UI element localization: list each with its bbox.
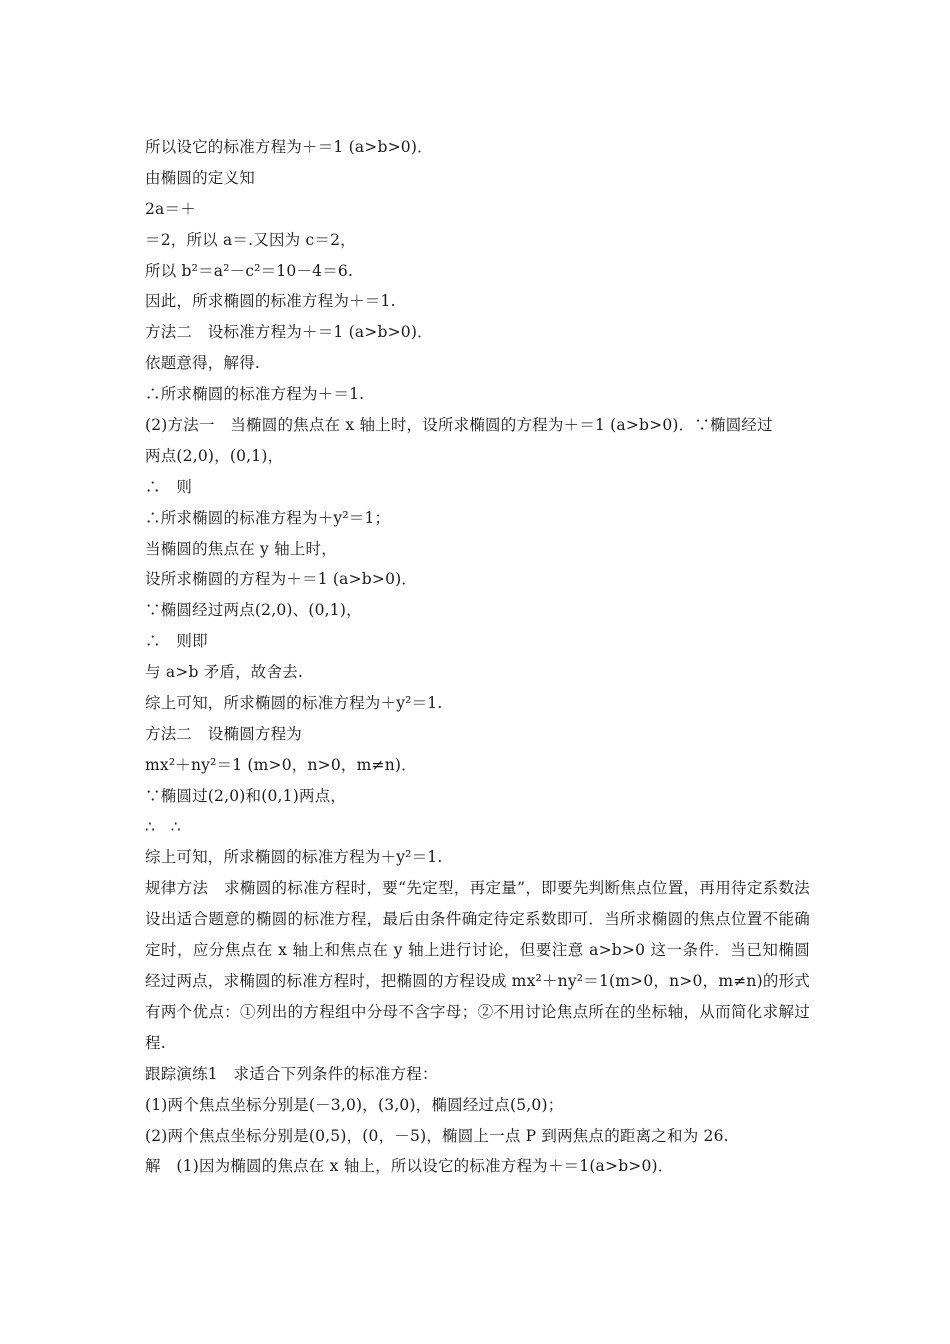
solution-line: 解 (1)因为椭圆的焦点在 x 轴上，所以设它的标准方程为＋＝1(a>b>0)． [145,1157,674,1176]
text-line: ∴ ∴ [145,817,181,836]
document-page [145,132,810,1182]
exercise-item: (1)两个焦点坐标分别是(－3,0)，(3,0)，椭圆经过点(5,0)； [145,1095,564,1114]
exercise-item: (2)两个焦点坐标分别是(0,5)，(0，－5)，椭圆上一点 P 到两焦点的距离之和为 26. [145,1126,729,1145]
text-line: 所以设它的标准方程为＋＝1 (a>b>0)． [145,138,433,156]
method-summary-paragraph: 规律方法 求椭圆的标准方程时，要“先定型，再定量”，即要先判断焦点位置，再用待定系数法设出适合题意的椭圆的标准方程，最后由条件确定待定系数即可．当所求椭圆的焦点位置不能确定时，应分焦点在 x 轴上和焦点在 y 轴上进行讨论，但要注意 a>b>0 这一条件．当已知椭圆经过两点，求椭圆的标准方程时，把椭圆的方程设成 mx²＋ny²＝1(m>0，n>0，m≠n)的形式有两个优点：①列出的方程组中分母不含字母；②不用讨论焦点所在的坐标轴，从而简化求解过程. [145,879,810,1052]
text-line: (2)方法一 当椭圆的焦点在 x 轴上时，设所求椭圆的方程为＋＝1 (a>b>0)．∵椭圆经过 [145,416,773,435]
text-line: ∵椭圆经过两点(2,0)、(0,1)， [145,601,362,620]
text-line: 综上可知，所求椭圆的标准方程为＋y²＝1. [145,694,443,713]
text-line: ∴ 则即 [145,632,208,651]
text-line: 综上可知，所求椭圆的标准方程为＋y²＝1. [145,848,443,867]
text-line: 与 a>b 矛盾，故舍去. [145,663,304,682]
text-line: 因此，所求椭圆的标准方程为＋＝1. [145,292,396,311]
text-line: 当椭圆的焦点在 y 轴上时， [145,539,337,558]
text-line: ∴所求椭圆的标准方程为＋＝1. [145,385,365,404]
text-line: ∴所求椭圆的标准方程为＋y²＝1； [145,508,391,527]
text-line: ∵椭圆过(2,0)和(0,1)两点， [145,786,347,805]
text-line: 方法二 设椭圆方程为 [145,724,303,743]
text-line: mx²＋ny²＝1 (m>0，n>0，m≠n)． [145,755,417,774]
text-line: 方法二 设标准方程为＋＝1 (a>b>0)． [145,323,433,342]
text-line: 设所求椭圆的方程为＋＝1 (a>b>0)． [145,570,418,589]
exercise-heading: 跟踪演练1 求适合下列条件的标准方程： [145,1064,438,1083]
text-line: 两点(2,0)，(0,1)， [145,446,284,465]
text-line: 2a＝＋ [145,199,196,218]
text-line: 所以 b²＝a²－c²＝10－4＝6. [145,261,354,280]
text-line: ＝2，所以 a＝.又因为 c＝2， [145,230,356,249]
text-line: 依题意得，解得. [145,354,261,373]
text-line: ∴ 则 [145,477,193,496]
text-line: 由椭圆的定义知 [145,168,255,187]
